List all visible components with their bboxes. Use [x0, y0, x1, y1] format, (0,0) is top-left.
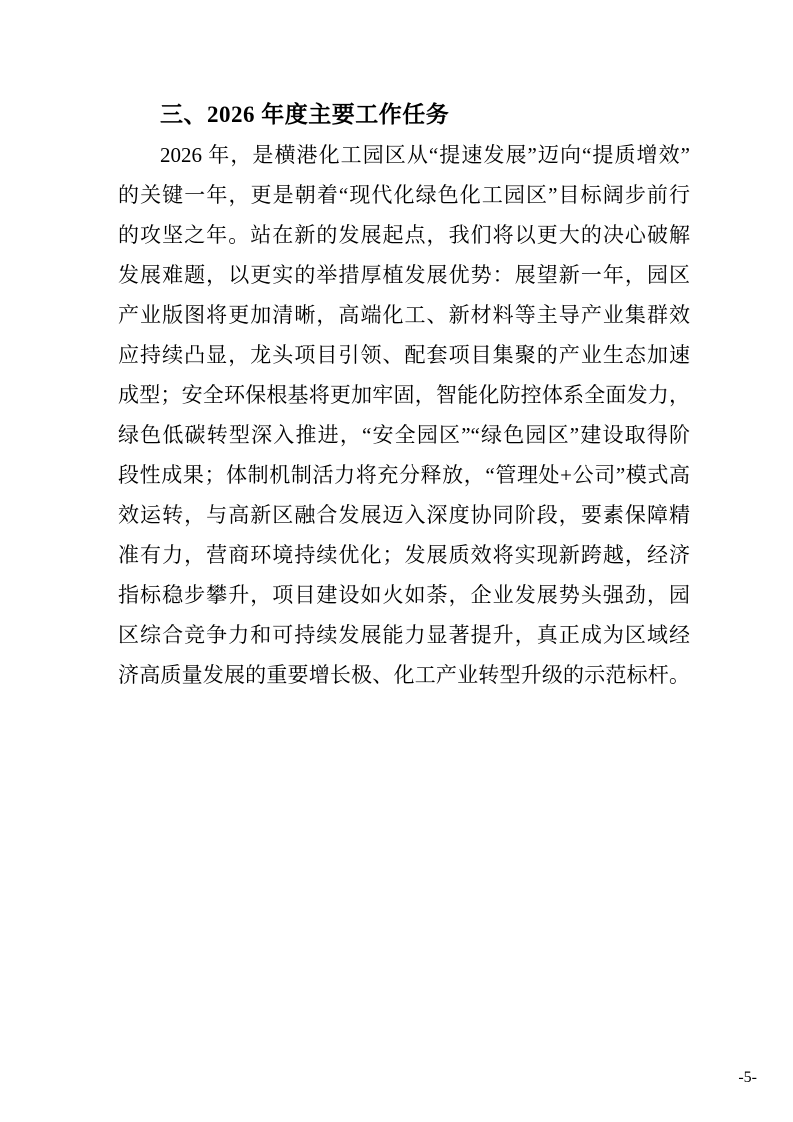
paragraph-line: 产业版图将更加清晰，高端化工、新材料等主导产业集群效: [118, 303, 690, 327]
section-heading: 三、2026 年度主要工作任务: [160, 102, 450, 127]
body-paragraph: [118, 135, 690, 695]
paragraph-line: 绿色低碳转型深入推进，“安全园区”“绿色园区”建设取得阶: [118, 423, 690, 447]
paragraph-line: 应持续凸显，龙头项目引领、配套项目集聚的产业生态加速: [118, 343, 690, 367]
page-number: -5-: [738, 1069, 757, 1086]
paragraph-line: 的攻坚之年。站在新的发展起点，我们将以更大的决心破解: [118, 223, 690, 247]
paragraph-line: 成型；安全环保根基将更加牢固，智能化防控体系全面发力，: [118, 383, 690, 407]
paragraph-line: 的关键一年，更是朝着“现代化绿色化工园区”目标阔步前行: [118, 183, 690, 207]
page-content: [118, 95, 690, 695]
paragraph-line: 2026 年，是横港化工园区从“提速发展”迈向“提质增效”: [160, 143, 690, 167]
paragraph-line: 效运转，与高新区融合发展迈入深度协同阶段，要素保障精: [118, 503, 690, 527]
paragraph-line: 济高质量发展的重要增长极、化工产业转型升级的示范标杆。: [118, 663, 690, 687]
paragraph-line: 发展难题，以更实的举措厚植发展优势：展望新一年，园区: [118, 263, 690, 287]
paragraph-line: 指标稳步攀升，项目建设如火如荼，企业发展势头强劲，园: [118, 583, 690, 607]
paragraph-line: 段性成果；体制机制活力将充分释放，“管理处+公司”模式高: [118, 463, 690, 487]
paragraph-line: 区综合竞争力和可持续发展能力显著提升，真正成为区域经: [118, 623, 690, 647]
paragraph-line: 准有力，营商环境持续优化；发展质效将实现新跨越，经济: [118, 543, 690, 567]
